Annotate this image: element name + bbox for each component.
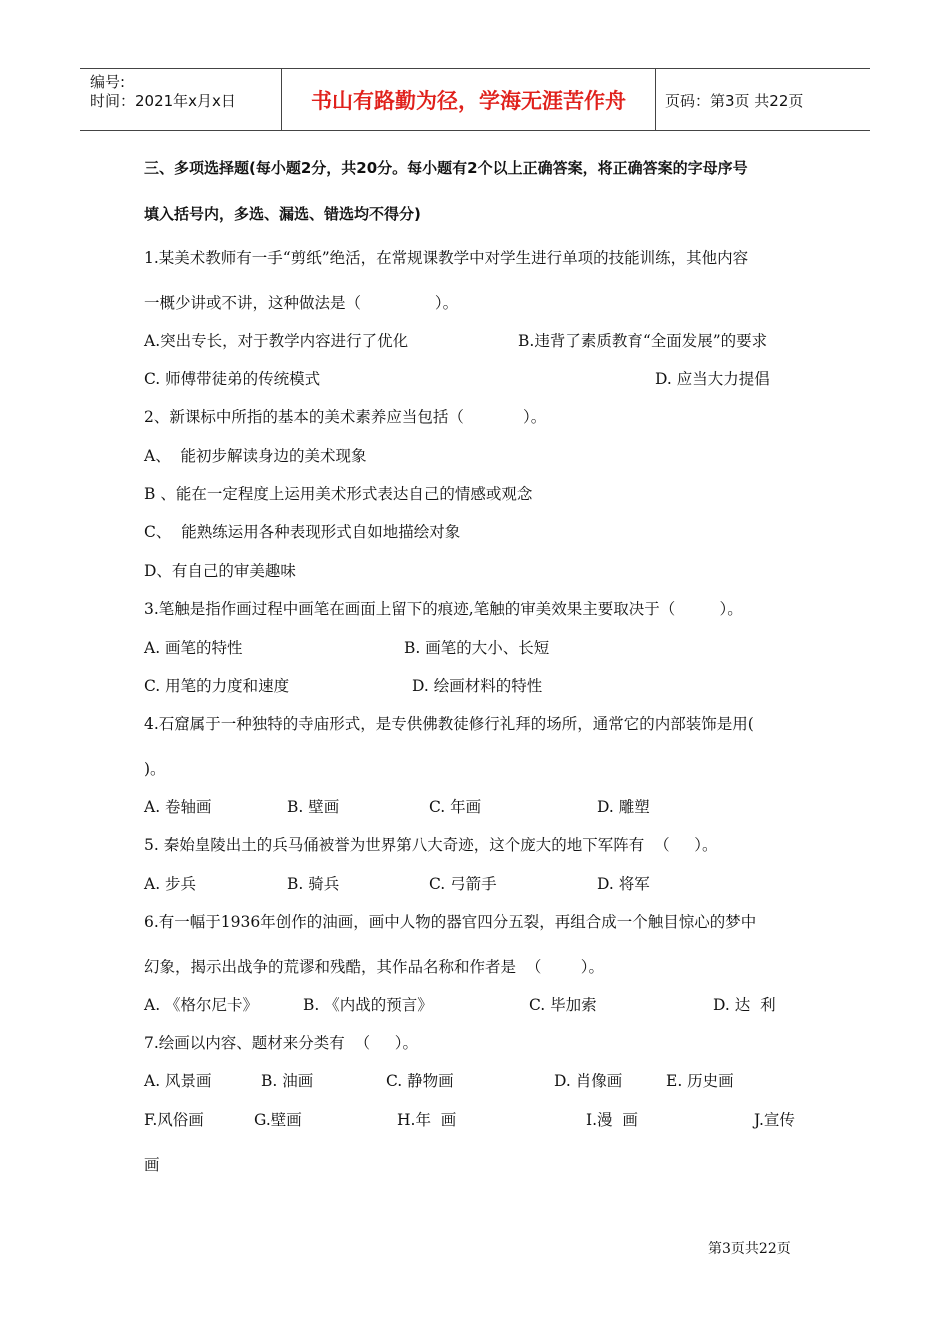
header-meta-cell: [80, 69, 281, 130]
q5-option-a: A. 步兵: [144, 875, 197, 893]
q2-option-a: A、 能初步解读身边的美术现象: [144, 447, 367, 465]
q4-option-a: A. 卷轴画: [144, 798, 212, 816]
q7-option-j-cont: 画: [144, 1156, 160, 1174]
q5-option-d: D. 将军: [597, 875, 650, 893]
q5-option-b: B. 骑兵: [287, 875, 340, 893]
q7-option-f: F.风俗画: [144, 1111, 204, 1129]
q4-option-d: D. 雕塑: [597, 798, 650, 816]
q1-option-d: D. 应当大力提倡: [655, 370, 770, 388]
q3-option-d: D. 绘画材料的特性: [412, 677, 543, 695]
header-page-cell: [655, 69, 870, 130]
q4-option-b: B. 壁画: [287, 798, 340, 816]
q7-option-c: C. 静物画: [386, 1072, 454, 1090]
number-label: 编号:: [90, 73, 126, 91]
q7-option-d: D. 肖像画: [554, 1072, 623, 1090]
q1-option-a: A.突出专长，对于教学内容进行了优化: [144, 332, 409, 350]
q6-option-c: C. 毕加索: [529, 996, 597, 1014]
question-6-text: 6.有一幅于1936年创作的油画，画中人物的器官四分五裂，再组合成一个触目惊心的梦中: [144, 913, 757, 931]
question-6-text-cont: 幻象，揭示出战争的荒谬和残酷，其作品名称和作者是 （ ）。: [144, 958, 605, 976]
question-5-text: 5. 秦始皇陵出土的兵马俑被誉为世界第八大奇迹，这个庞大的地下军阵有 （ ）。: [144, 836, 718, 854]
q6-option-d: D. 达 利: [713, 996, 776, 1014]
q7-option-g: G.壁画: [254, 1111, 302, 1129]
page-header: [80, 68, 870, 131]
q2-option-d: D、有自己的审美趣味: [144, 562, 296, 580]
q6-option-b: B. 《内战的预言》: [303, 996, 433, 1014]
q4-option-c: C. 年画: [429, 798, 482, 816]
q2-option-c: C、 能熟练运用各种表现形式自如地描绘对象: [144, 523, 461, 541]
page-code: 页码：第3页 共22页: [665, 92, 804, 110]
question-4-text-cont: )。: [144, 760, 166, 778]
q7-option-i: I.漫 画: [586, 1111, 638, 1129]
motto: 书山有路勤为径，学海无涯苦作舟: [311, 89, 626, 113]
q3-option-a: A. 画笔的特性: [144, 639, 243, 657]
page-footer: 第3页共22页: [708, 1241, 791, 1257]
q7-option-a: A. 风景画: [144, 1072, 212, 1090]
question-1-text-cont: 一概少讲或不讲，这种做法是（ ）。: [144, 294, 459, 312]
q1-option-c: C. 师傅带徒弟的传统模式: [144, 370, 321, 388]
question-7-text: 7.绘画以内容、题材来分类有 （ ）。: [144, 1034, 419, 1052]
time-label: 时间：2021年x月x日: [90, 92, 236, 110]
q7-option-e: E. 历史画: [666, 1072, 734, 1090]
q7-option-j: J.宣传: [754, 1111, 795, 1129]
header-motto-cell: [281, 69, 656, 130]
q6-option-a: A. 《格尔尼卡》: [144, 996, 259, 1014]
q2-option-b: B 、能在一定程度上运用美术形式表达自己的情感或观念: [144, 485, 533, 503]
section-title-cont: 填入括号内，多选、漏选、错选均不得分): [144, 205, 421, 223]
question-2-text: 2、新课标中所指的基本的美术素养应当包括（ ）。: [144, 408, 547, 426]
q7-option-b: B. 油画: [261, 1072, 314, 1090]
q3-option-c: C. 用笔的力度和速度: [144, 677, 290, 695]
question-3-text: 3.笔触是指作画过程中画笔在画面上留下的痕迹,笔触的审美效果主要取决于（ ）。: [144, 600, 743, 618]
question-4-text: 4.石窟属于一种独特的寺庙形式，是专供佛教徒修行礼拜的场所，通常它的内部装饰是用(: [144, 715, 754, 733]
q3-option-b: B. 画笔的大小、长短: [404, 639, 550, 657]
q1-option-b: B.违背了素质教育“全面发展”的要求: [518, 332, 768, 350]
q5-option-c: C. 弓箭手: [429, 875, 497, 893]
question-1-text: 1.某美术教师有一手“剪纸”绝活，在常规课教学中对学生进行单项的技能训练，其他内容: [144, 249, 749, 267]
q7-option-h: H.年 画: [397, 1111, 457, 1129]
section-title: 三、多项选择题(每小题2分，共20分。每小题有2个以上正确答案，将正确答案的字母序号: [144, 159, 748, 177]
